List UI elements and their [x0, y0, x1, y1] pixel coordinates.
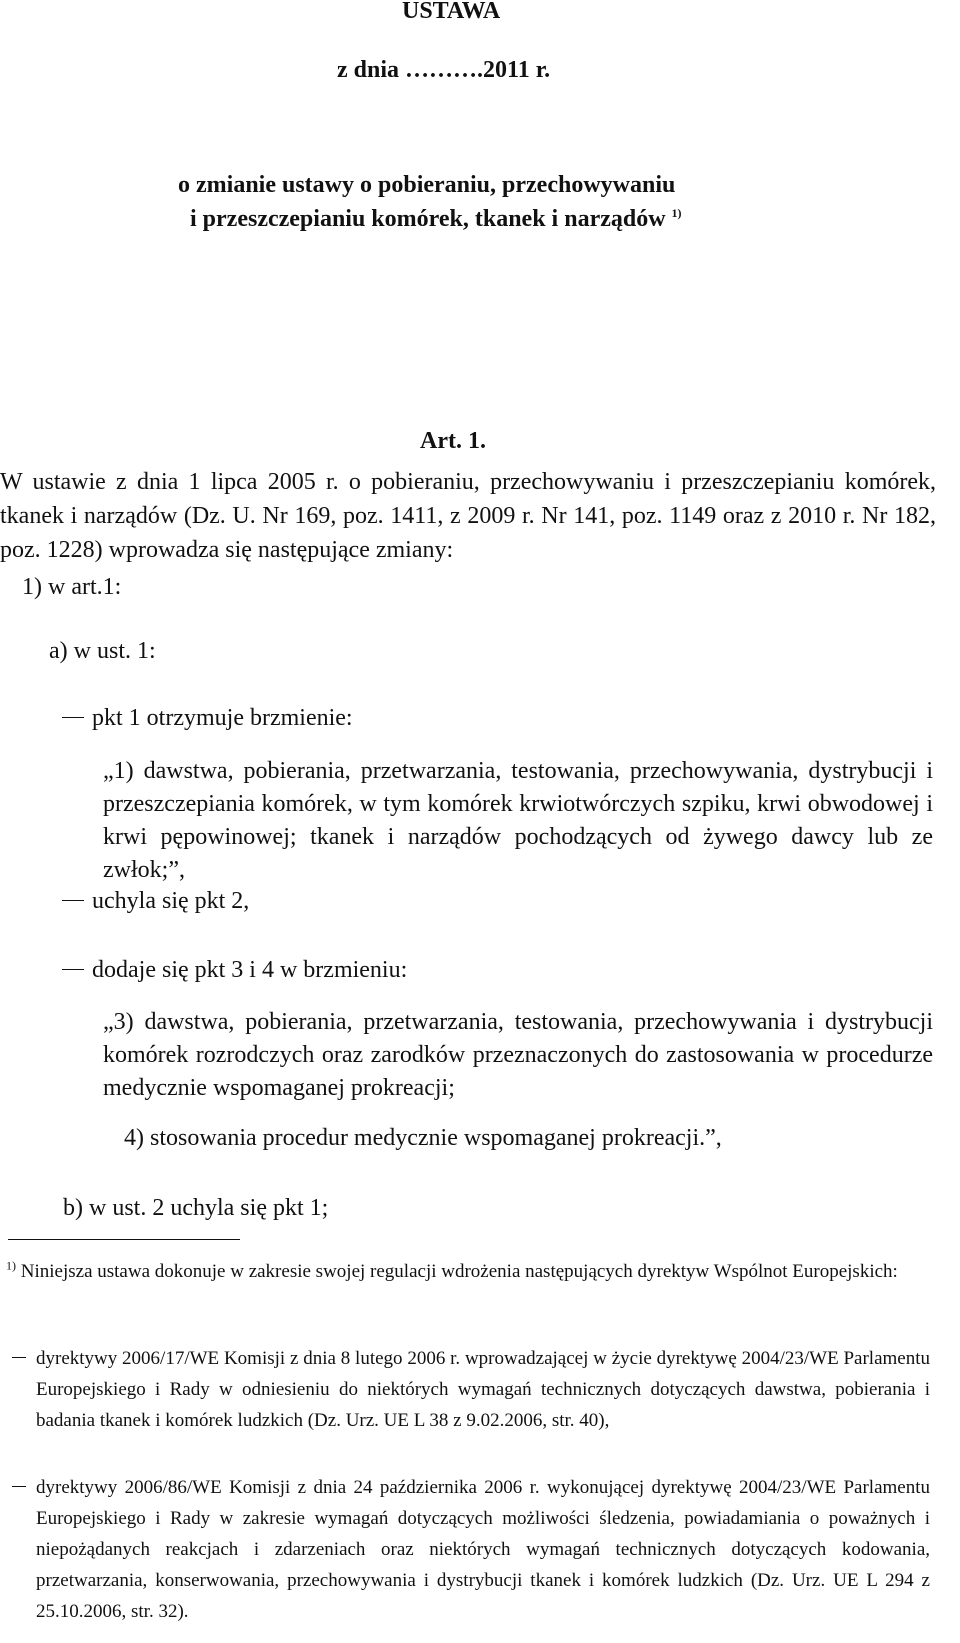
amendment-text-1: pkt 1 otrzymuje brzmienie:	[92, 705, 353, 731]
footnote-item-2	[36, 1472, 930, 1627]
document-type-title: USTAWA	[402, 0, 501, 24]
subpoint-a: a) w ust. 1:	[49, 638, 156, 664]
amendment-dash-3	[62, 955, 407, 985]
dash-marker	[12, 1486, 26, 1487]
footnote-body: Niniejsza ustawa dokonuje w zakresie swojej regulacji wdrożenia następujących dyrektyw Wspólnot Europejskich:	[20, 1261, 898, 1282]
footnote-separator	[8, 1239, 240, 1240]
quoted-point-3: „3) dawstwa, pobierania, przetwarzania, testowania, przechowywania i dystrybucji komórek rozrodczych oraz zarodków przeznaczonych do zastosowania w procedurze medycznie wspomaganej prokreacji;	[103, 1009, 933, 1101]
subject-line-1: o zmianie ustawy o pobieraniu, przechowywaniu	[178, 172, 676, 198]
quoted-point-4: 4) stosowania procedur medycznie wspomaganej prokreacji.”,	[124, 1125, 722, 1151]
footnote-item-2-text: dyrektywy 2006/86/WE Komisji z dnia 24 października 2006 r. wykonującej dyrektywę 2004/23/WE Parlamentu Europejskiego i Rady w zakresie wymagań dotyczących możliwości śledzenia, powiadamiania o poważnych i niepożądanych reakcjach i zdarzeniach oraz niektórych wymagań technicznych dotyczących kodowania, przetwarzania, konserwowania, przechowywania i dystrybucji tkanek i komórek ludzkich (Dz. Urz. UE L 294 z 25.10.2006, str. 32).	[36, 1477, 930, 1622]
footnote-reference: 1)	[671, 206, 682, 220]
article-intro: W ustawie z dnia 1 lipca 2005 r. o pobieraniu, przechowywaniu i przeszczepianiu komórek, tkanek i narządów (Dz. U. Nr 169, poz. 1411, z 2009 r. Nr 141, poz. 1149 oraz z 2010 r. Nr 182, poz. 1228) wprowadza się następujące zmiany:	[0, 469, 936, 563]
dash-marker	[62, 900, 84, 901]
subject-line-2-text: i przeszczepianiu komórek, tkanek i narządów	[190, 206, 666, 232]
amendment-dash-2	[62, 886, 249, 916]
amendment-text-2: uchyla się pkt 2,	[92, 888, 250, 914]
amendment-dash-1	[62, 703, 353, 733]
footnote-marker: 1)	[6, 1258, 16, 1273]
dash-marker	[12, 1357, 26, 1358]
article-heading: Art. 1.	[420, 428, 486, 454]
amendment-text-3: dodaje się pkt 3 i 4 w brzmieniu:	[92, 957, 408, 983]
point-1: 1) w art.1:	[22, 574, 122, 600]
quoted-point-1: „1) dawstwa, pobierania, przetwarzania, testowania, przechowywania, dystrybucji i przeszczepiania komórek, w tym komórek krwiotwórczych szpiku, krwi obwodowej i krwi pępowinowej; tkanek i narządów pochodzących od żywego dawcy lub ze zwłok;”,	[103, 758, 933, 883]
document-date: z dnia ……….2011 r.	[337, 57, 551, 83]
dash-marker	[62, 969, 84, 970]
subpoint-b: b) w ust. 2 uchyla się pkt 1;	[63, 1195, 329, 1221]
subject-line-2	[190, 204, 682, 234]
footnote-item-1-text: dyrektywy 2006/17/WE Komisji z dnia 8 lutego 2006 r. wprowadzającej w życie dyrektywę 2004/23/WE Parlamentu Europejskiego i Rady w odniesieniu do niektórych wymagań technicznych dotyczących dawstwa, pobierania i badania tkanek i komórek ludzkich (Dz. Urz. UE L 38 z 9.02.2006, str. 40),	[36, 1348, 930, 1431]
footnote-item-1	[36, 1343, 930, 1436]
footnote-text	[0, 1256, 930, 1287]
dash-marker	[62, 717, 84, 718]
